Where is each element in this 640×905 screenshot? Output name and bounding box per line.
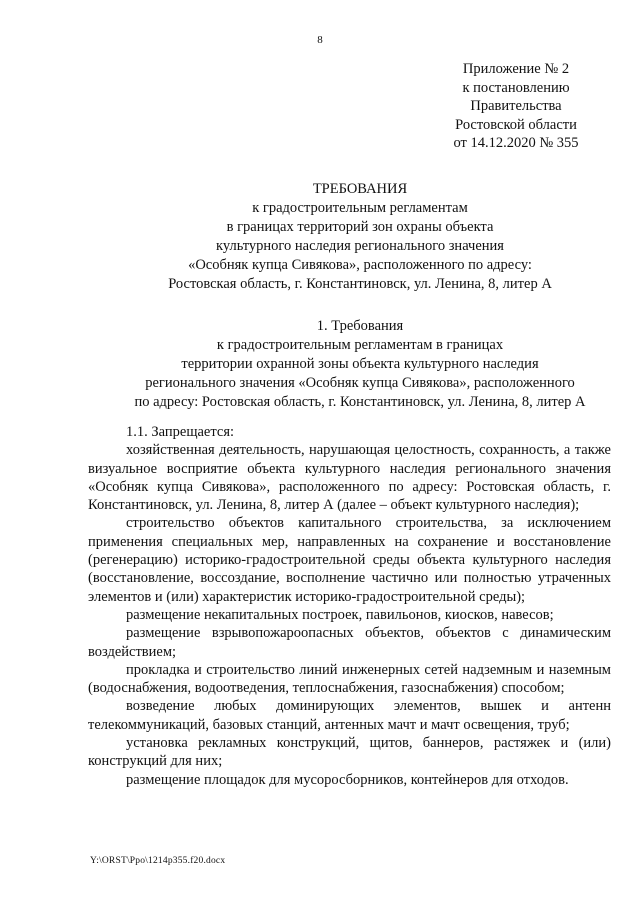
document-body	[88, 423, 611, 789]
subsection-heading: 1.1. Запрещается:	[126, 424, 235, 440]
appendix-line: Правительства	[470, 98, 562, 114]
section-line: по адресу: Ростовская область, г. Константиновск, ул. Ленина, 8, литер А	[134, 394, 586, 410]
title-line: «Особняк купца Сивякова», расположенного по адресу:	[188, 257, 532, 273]
footer-file-path: Y:\ORST\Ppo\1214p355.f20.docx	[90, 856, 226, 866]
title-line: к градостроительным регламентам	[252, 200, 468, 216]
appendix-line: от 14.12.2020 № 355	[453, 135, 579, 151]
title-heading: ТРЕБОВАНИЯ	[312, 181, 408, 197]
paragraph: размещение площадок для мусоросборников, контейнеров для отходов.	[126, 771, 569, 788]
appendix-line: Приложение № 2	[462, 61, 570, 77]
page-number: 8	[317, 34, 323, 46]
document-title	[100, 180, 620, 294]
paragraph: установка рекламных конструкций, щитов, баннеров, растяжек и (или) конструкций для них;	[88, 735, 611, 770]
appendix-header	[432, 60, 600, 153]
section-line: регионального значения «Особняк купца Сивякова», расположенного	[145, 375, 575, 391]
paragraph: размещение некапитальных построек, павильонов, киосков, навесов;	[126, 606, 554, 623]
section-title: 1. Требования	[316, 318, 404, 334]
paragraph: прокладка и строительство линий инженерных сетей надземным и наземным (водоснабжения, водоотведения, теплоснабжения, газоснабжения) способом;	[88, 661, 611, 697]
title-line: Ростовская область, г. Константиновск, ул. Ленина, 8, литер А	[168, 276, 552, 292]
title-line: культурного наследия регионального значения	[216, 238, 504, 254]
section-heading	[100, 317, 620, 412]
appendix-line: Ростовской области	[455, 116, 577, 133]
paragraph: размещение взрывопожароопасных объектов, объектов с динамическим воздействием;	[88, 625, 611, 660]
paragraph: строительство объектов капитального строительства, за исключением применения специальных мер, направленных на сохранение и восстановление (регенерацию) историко-градостроительной среды объекта культурного наследия (восстановление, воссоздание, восполнение частично или полностью утраченных элементов и (или) характеристик историко-градостроительной среды);	[88, 515, 611, 605]
appendix-line: к постановлению	[462, 79, 570, 96]
section-line: территории охранной зоны объекта культурного наследия	[181, 356, 539, 372]
title-line: в границах территорий зон охраны объекта	[226, 219, 494, 235]
paragraph: хозяйственная деятельность, нарушающая целостность, сохранность, а также визуальное восприятие объекта культурного наследия регионального значения «Особняк купца Сивякова», расположенного по адресу: Ростовская область, г. Константиновск, ул. Ленина, 8, литер А (далее – объект культурного наследия);	[88, 442, 611, 514]
paragraph: возведение любых доминирующих элементов, вышек и антенн телекоммуникаций, базовых станций, антенных мачт и мачт освещения, труб;	[88, 698, 611, 733]
section-line: к градостроительным регламентам в границах	[216, 337, 504, 353]
